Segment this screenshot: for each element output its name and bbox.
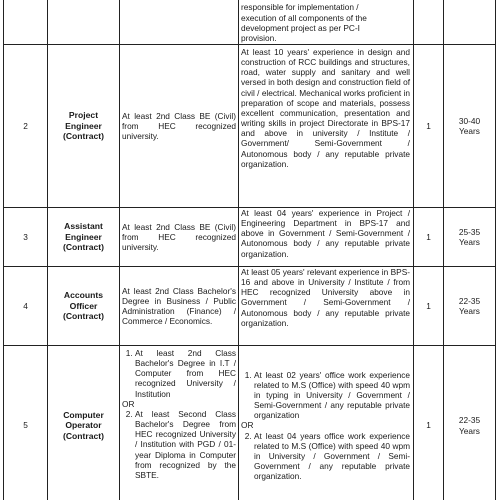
post-name-line: Assistant — [64, 221, 103, 232]
experience-cell — [239, 0, 414, 45]
experience-line: responsible for implementation / — [241, 2, 359, 13]
age-limit-cell — [444, 267, 496, 346]
qualification-cell — [120, 267, 239, 346]
qualification-item: 1. At least 2nd Class Bachelor's Degree in I.T / Computer from HEC recognized University / Institution — [135, 348, 236, 399]
qualification-list — [122, 348, 236, 399]
serial-number-cell: 4 — [4, 267, 48, 346]
qualification-item: 2. At least Second Class Bachelor's Degree from HEC recognized University / Institution with PGD / 01-year Diploma in Computer from recognized by the SBTE. — [135, 409, 236, 480]
experience-text: At least 05 years' relevant experience in BPS-16 and above in University / Institute / from HEC recognized University above in Government / Semi-Government / Autonomous body / any reputable private organization. — [241, 267, 410, 328]
posts-count-cell: 1 — [414, 208, 444, 267]
experience-list — [241, 370, 410, 421]
table-row-accounts-officer — [4, 267, 496, 346]
post-name-cell — [48, 45, 120, 208]
experience-list — [241, 431, 410, 482]
age-unit: Years — [459, 306, 480, 316]
qualification-text: At least 2nd Class BE (Civil) from HEC recognized university. — [122, 110, 236, 142]
table-row-assistant-engineer — [4, 208, 496, 267]
post-name-cell — [48, 346, 120, 500]
experience-cell — [239, 346, 414, 500]
or-separator: OR — [241, 420, 254, 431]
experience-item: 1. At least 02 years' office work experience related to M.S (Office) with speed 40 wpm in typing in University / Government / Semi-Government / any reputable private organization — [254, 370, 410, 421]
age-limit-cell — [444, 45, 496, 208]
experience-cell — [239, 45, 414, 208]
experience-line: provision. — [241, 32, 277, 43]
experience-line: execution of all components of the — [241, 12, 367, 23]
post-name-line: (Contract) — [62, 131, 105, 142]
post-name-line: Accounts — [63, 290, 104, 301]
posts-count-cell: 1 — [414, 346, 444, 500]
qualification-cell — [120, 45, 239, 208]
age-limit-cell — [444, 346, 496, 500]
serial-number-cell: 5 — [4, 346, 48, 500]
table-row-computer-operator — [4, 346, 496, 500]
serial-number-cell: 3 — [4, 208, 48, 267]
post-name-line: Engineer — [65, 231, 102, 242]
post-name-line: Project — [68, 110, 99, 121]
post-name-cell — [48, 267, 120, 346]
age-limit-cell — [444, 208, 496, 267]
qualification-list — [122, 409, 236, 480]
age-range: 22-35 — [458, 295, 481, 306]
post-name-line: Computer — [63, 409, 104, 420]
age-range: 30-40 — [458, 115, 481, 126]
experience-item: 2. At least 04 years office work experience related to M.S (Office) with speed 40 wpm in University / Government / Semi-Government / any reputable private organization. — [254, 431, 410, 482]
positions-table — [3, 0, 496, 500]
serial-number-cell — [4, 0, 48, 45]
post-name-line: Operator — [65, 420, 102, 431]
qualification-cell — [120, 0, 239, 45]
age-unit: Years — [459, 126, 480, 136]
experience-text: At least 10 years' experience in design and construction of RCC buildings and structures, road, water supply and sanitary and well versed in both design and construction field of civil / electrical. Mechanical works proficient in preparation of scope and materials, possess excellent communication, presentation and writing skills in project Directorate in BPS-17 and above in university / Institute / Government/ Semi-Government / Autonomous body / any reputable private organization. — [241, 47, 410, 169]
age-unit: Years — [459, 237, 480, 247]
age-limit-cell — [444, 0, 496, 45]
table-row-project-engineer — [4, 45, 496, 208]
age-unit: Years — [459, 425, 480, 436]
post-name-line: Engineer — [65, 120, 102, 131]
qualification-cell — [120, 346, 239, 500]
post-name-line: (Contract) — [62, 242, 105, 253]
post-name-cell — [48, 0, 120, 45]
post-name-line: Officer — [69, 300, 98, 311]
age-range: 25-35 — [458, 226, 481, 237]
or-separator: OR — [122, 398, 135, 409]
experience-text: At least 04 years' experience in Project / Engineering Department in BPS-17 and above in Government / Semi-Government / Autonomous body / any reputable private organization. — [241, 208, 410, 259]
posts-count-cell: 1 — [414, 45, 444, 208]
post-name-line: (Contract) — [62, 430, 105, 441]
posts-count-cell — [414, 0, 444, 45]
qualification-text: At least 2nd Class Bachelor's Degree in Business / Public Administration (Finance) / Commerce / Economics. — [122, 285, 236, 327]
table-row-continuation — [4, 0, 496, 45]
experience-cell — [239, 208, 414, 267]
experience-cell — [239, 267, 414, 346]
serial-number-cell: 2 — [4, 45, 48, 208]
qualification-text: At least 2nd Class BE (Civil) from HEC recognized university. — [122, 221, 236, 253]
post-name-line: (Contract) — [62, 311, 105, 322]
experience-line: development project as per PC-I — [241, 22, 360, 33]
post-name-cell — [48, 208, 120, 267]
age-range: 22-35 — [458, 415, 481, 426]
posts-count-cell: 1 — [414, 267, 444, 346]
qualification-cell — [120, 208, 239, 267]
